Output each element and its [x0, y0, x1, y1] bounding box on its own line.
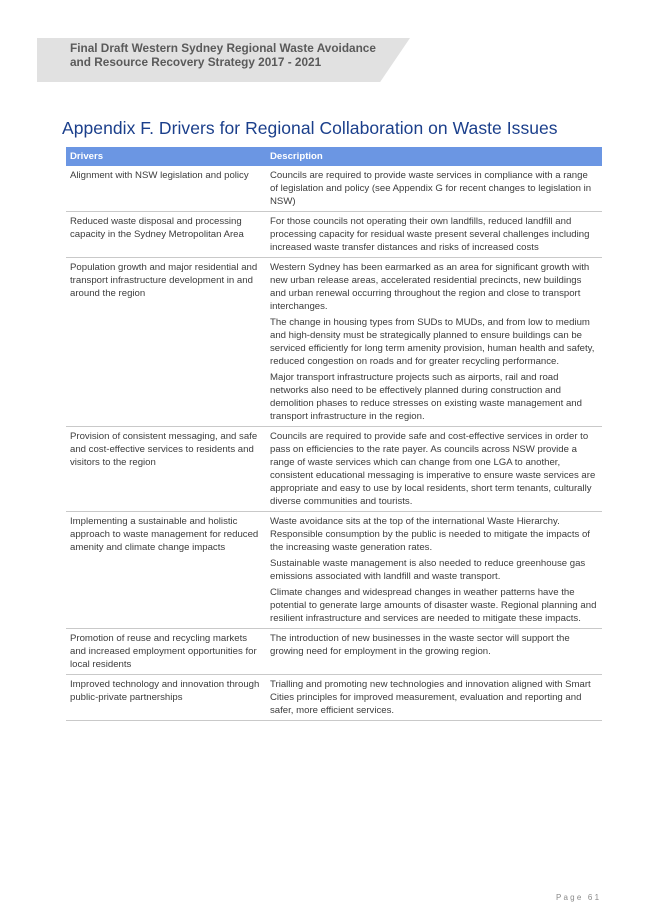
description-paragraph: Western Sydney has been earmarked as an area for significant growth with new urban release areas, accelerated residential precincts, new buildings and urban renewal occurring throughout the region and close to transport interchanges. [270, 262, 590, 312]
description-cell [266, 212, 602, 258]
description-cell [266, 427, 602, 512]
driver-cell: Improved technology and innovation through public-private partnerships [66, 675, 266, 721]
description-paragraph: For those councils not operating their own landfills, reduced landfill and processing capacity for residual waste present several challenges including increased waste transfer distances and risks of increased costs [270, 216, 590, 253]
page-number: 61 [587, 893, 602, 902]
page-footer [556, 893, 601, 902]
description-paragraph: Waste avoidance sits at the top of the international Waste Hierarchy. Responsible consumption by the public is needed to mitigate the impacts of the increasing waste generation rates. [270, 516, 590, 553]
page-label: Page [556, 893, 584, 902]
table-row [66, 675, 602, 721]
drivers-table [66, 147, 602, 721]
description-cell [266, 258, 602, 427]
table-row [66, 258, 602, 427]
description-cell [266, 675, 602, 721]
driver-cell: Implementing a sustainable and holistic approach to waste management for reduced amenity and climate change impacts [66, 512, 266, 629]
description-paragraph: Climate changes and widespread changes in weather patterns have the potential to generate large amounts of disaster waste. Regional planning and resilient infrastructure and services are needed to mitigate these impacts. [270, 587, 597, 624]
column-header-description: Description [266, 147, 602, 166]
table-row [66, 629, 602, 675]
description-cell [266, 629, 602, 675]
table-header-row [66, 147, 602, 166]
document-header [70, 41, 376, 69]
description-cell [266, 166, 602, 212]
driver-cell: Alignment with NSW legislation and policy [66, 166, 266, 212]
description-cell [266, 512, 602, 629]
description-paragraph: Councils are required to provide safe and cost-effective services in order to pass on efficiencies to the rate payer. As councils across NSW provide a range of waste services which can change from one LGA to another, consistent educational messaging is imperative to ensure waste services are appropriate and easy to use by local residents, short term tenants, culturally diverse communities and tourists. [270, 431, 596, 507]
description-paragraph: Councils are required to provide waste services in compliance with a range of legislation and policy (see Appendix G for recent changes to legislation in NSW) [270, 170, 592, 207]
description-paragraph: The change in housing types from SUDs to MUDs, and from low to medium and high-density must be strategically planned to ensure buildings can be serviced efficiently for long term amenity provision, human health and safety, reduced congestion on roads and for greater recycling performance. [270, 317, 595, 367]
table-row [66, 512, 602, 629]
driver-cell: Reduced waste disposal and processing capacity in the Sydney Metropolitan Area [66, 212, 266, 258]
description-paragraph: Major transport infrastructure projects such as airports, rail and road networks also need to be effectively planned during construction and demolition phases to reduce stresses on existing waste management and transport infrastructure in the region. [270, 372, 582, 422]
table-row [66, 166, 602, 212]
column-header-drivers: Drivers [66, 147, 266, 166]
table-row [66, 212, 602, 258]
description-paragraph: Sustainable waste management is also needed to reduce greenhouse gas emissions associated with landfill and waste transport. [270, 558, 586, 582]
table-row [66, 427, 602, 512]
description-paragraph: The introduction of new businesses in the waste sector will support the growing need for employment in the growing region. [270, 633, 570, 657]
driver-cell: Promotion of reuse and recycling markets and increased employment opportunities for local residents [66, 629, 266, 675]
header-line-2: and Resource Recovery Strategy 2017 - 2021 [70, 55, 322, 69]
header-line-1: Final Draft Western Sydney Regional Waste Avoidance [70, 41, 376, 55]
page-title: Appendix F. Drivers for Regional Collaboration on Waste Issues [62, 118, 558, 138]
driver-cell: Population growth and major residential and transport infrastructure development in and around the region [66, 258, 266, 427]
driver-cell: Provision of consistent messaging, and safe and cost-effective services to residents and visitors to the region [66, 427, 266, 512]
description-paragraph: Trialling and promoting new technologies and innovation aligned with Smart Cities principles for improved measurement, evaluation and reporting and safer, more efficient services. [270, 679, 591, 716]
